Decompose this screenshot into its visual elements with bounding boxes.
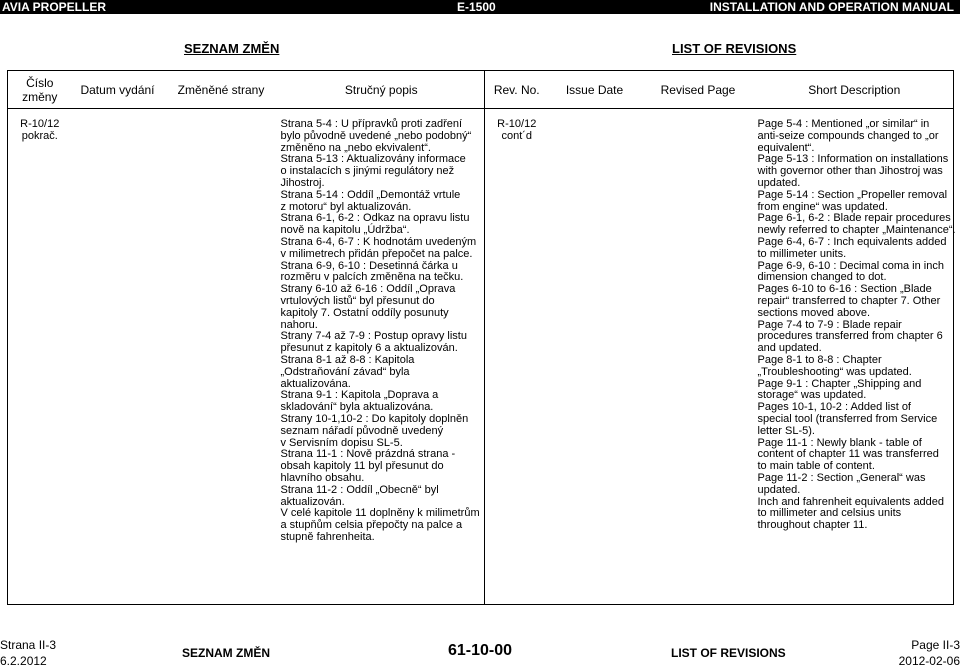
col-header-issue-date: Issue Date [549,71,641,109]
popis-line: hlavního obsahu. [280,471,365,484]
col-header-revised-page: Revised Page [641,71,756,109]
header-model: E-1500 [457,0,496,14]
popis-line: Strana 5-14 : Oddíl „Demontáž vrtule [280,188,461,201]
footer-doc-code: 61-10-00 [448,642,513,659]
popis-line: stupně fahrenheita. [280,530,375,543]
description-line: Page 5-14 : Section „Propeller removal [757,188,948,201]
top-header-bar [0,0,960,14]
cell-revised-page [641,109,756,605]
description-line: to millimeter units. [757,247,847,260]
popis-line: rozměru v palcích změněna na tečku. [280,271,464,284]
description-line: with governor other than Jihostroj was [757,165,943,178]
description-line: storage“ was updated. [757,389,867,402]
popis-line: „Odstraňování závad“ byla [280,365,410,378]
popis-line: vrtulových listů“ byl přesunut do [280,294,435,307]
footer-date: 2012-02-06 [898,654,960,668]
description-line: repair“ transferred to chapter 7. Other [757,294,941,307]
popis-line: v milimetrech přidán přepočet na palce. [280,247,473,260]
title-list-of-revisions: LIST OF REVISIONS [672,41,797,56]
popis-line: Strany 6-10 až 6-16 : Oddíl „Oprava [280,283,456,296]
description-line: sections moved above. [757,306,871,319]
popis-line: aktualizován. [280,495,345,508]
contd-label: cont´d [501,129,533,142]
popis-line: seznam nářadí původně uvedený [280,424,444,437]
cell-cislo-zmeny [8,109,72,605]
description-line: anti-seize compounds changed to „or [757,129,939,142]
col-header-strucny-popis: Stručný popis [279,71,485,109]
col-header-cislo-zmeny: Číslo změny [8,71,72,109]
footer-page: Page II-3 [911,638,960,652]
popis-line: V celé kapitole 11 doplněny k milimetrům [280,507,480,520]
description-line: newly referred to chapter „Maintenance“. [757,224,956,237]
popis-line: Strana 5-13 : Aktualizovány informace [280,153,466,166]
popis-line: Strana 6-4, 6-7 : K hodnotám uvedeným [280,235,477,248]
description-line: Page 8-1 to 8-8 : Chapter [757,353,882,366]
description-line: to main table of content. [757,460,875,473]
description-line: Pages 6-10 to 6-16 : Section „Blade [757,283,932,296]
popis-line: a stupňům celsia přepočty na palce a [280,519,463,532]
description-line: dimension changed to dot. [757,271,887,284]
description-line: throughout chapter 11. [757,519,868,532]
popis-line: nahoru. [280,318,318,331]
col-header-rev-no: Rev. No. [485,71,549,109]
footer-list-of-revisions: LIST OF REVISIONS [671,646,786,660]
col-header-short-description: Short Description [756,71,954,109]
description-line: Page 11-1 : Newly blank - table of [757,436,922,449]
footer-datum: 6.2.2012 [0,654,47,668]
cell-strucny-popis [279,109,485,605]
popis-line: Strany 10-1,10-2 : Do kapitoly doplněn [280,412,469,425]
description-line: equivalent“. [757,141,815,154]
popis-line: Strana 5-4 : U přípravků proti zadření [280,118,463,130]
col-header-datum-vydani: Datum vydání [72,71,164,109]
popis-line: Strana 11-2 : Oddíl „Obecně“ byl [280,483,439,496]
description-line: Pages 10-1, 10-2 : Added list of [757,401,911,414]
description-line: Page 6-4, 6-7 : Inch equivalents added [757,235,947,248]
popis-line: bylo původně uvedené „nebo podobný“ [280,129,472,142]
popis-line: Strana 9-1 : Kapitola „Doprava a [280,389,439,402]
popis-line: o instalacích s jinými regulátory než [280,165,455,178]
description-line: Page 11-2 : Section „General“ was [757,471,926,484]
description-line: Page 7-4 to 7-9 : Blade repair [757,318,902,331]
header-company: AVIA PROPELLER [2,0,107,14]
description-line: Page 5-13 : Information on installations [757,153,949,166]
popis-line: přesunut z kapitoly 6 a aktualizován. [280,342,458,355]
description-line: Page 9-1 : Chapter „Shipping and [757,377,922,390]
popis-line: Jihostroj. [280,176,325,189]
popis-line: v Servisním dopisu SL-5. [280,436,403,449]
description-line: special tool (transferred from Service [757,412,938,425]
revisions-table [7,70,954,605]
col-header-zmenene-strany: Změněné strany [164,71,279,109]
description-line: updated. [757,176,801,189]
title-seznam-zmen: SEZNAM ZMĚN [184,41,280,56]
popis-line: kapitoly 7. Ostatní oddíly posunuty [280,306,449,319]
rev-number: R-10/12 [497,118,537,130]
cell-zmenene-strany [164,109,279,605]
cell-short-description [756,109,954,605]
popis-line: Strana 11-1 : Nově prázdná strana - [280,448,456,461]
popis-line: změněno na „nebo ekvivalent“. [280,141,431,154]
popis-line: obsah kapitoly 11 byl přesunut do [280,460,444,473]
table-header-row [8,71,954,109]
popis-line: Strana 6-9, 6-10 : Desetinná čárka u [280,259,458,272]
popis-line: Strany 7-4 až 7-9 : Postup opravy listu [280,330,467,343]
popis-line: z motoru“ byl aktualizován. [280,200,412,213]
description-line: procedures transferred from chapter 6 [757,330,943,343]
description-line: Page 5-4 : Mentioned „or similar“ in [757,118,930,130]
description-line: to millimeter and celsius units [757,507,902,520]
footer-seznam-zmen: SEZNAM ZMĚN [182,646,270,660]
footer-strana: Strana II-3 [0,638,57,652]
cell-rev-no [485,109,549,605]
description-line: Page 6-1, 6-2 : Blade repair procedures [757,212,951,225]
popis-line: Strana 8-1 až 8-8 : Kapitola [280,353,415,366]
header-manual-title: INSTALLATION AND OPERATION MANUAL [709,0,954,14]
description-line: „Troubleshooting“ was updated. [757,365,912,378]
description-line: letter SL-5). [757,424,815,437]
description-line: from engine“ was updated. [757,200,888,213]
description-line: content of chapter 11 was transferred [757,448,939,461]
popis-line: nově na kapitolu „Údržba“. [280,224,410,237]
description-line: Page 6-9, 6-10 : Decimal coma in inch [757,259,944,272]
popis-line: Strana 6-1, 6-2 : Odkaz na opravu listu [280,212,470,225]
popis-line: skladování“ byla aktualizována. [280,401,434,414]
description-line: and updated. [757,342,822,355]
popis-line: aktualizována. [280,377,351,390]
cell-datum-vydani [72,109,164,605]
cell-issue-date [549,109,641,605]
table-row [8,109,954,605]
description-line: updated. [757,483,801,496]
continued-label: pokrač. [21,129,58,142]
revision-number: R-10/12 [20,118,60,130]
description-line: Inch and fahrenheit equivalents added [757,495,945,508]
